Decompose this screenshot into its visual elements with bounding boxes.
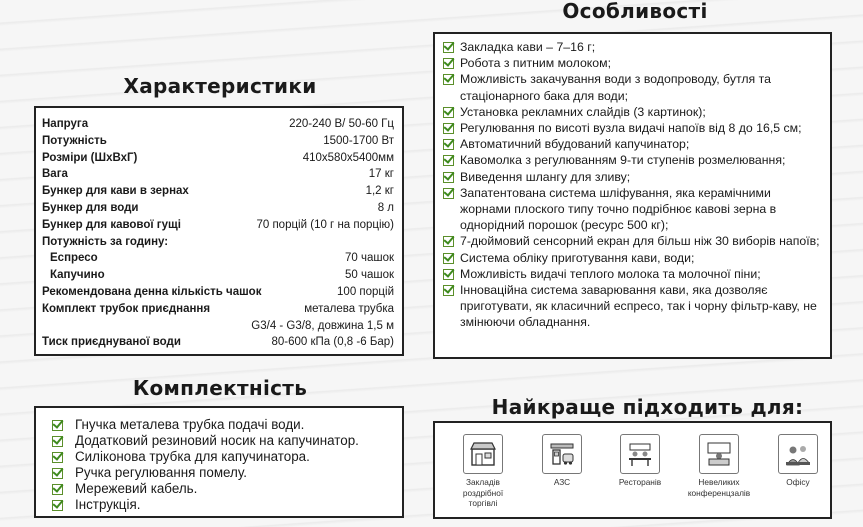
feature-item [443, 152, 824, 168]
spec-row [42, 250, 394, 267]
spec-label: Потужність [42, 134, 107, 147]
checkbox-icon [443, 42, 454, 53]
kit-text: Мережевий кабель. [75, 481, 198, 496]
kit-item [52, 481, 394, 497]
specs-box [34, 106, 404, 356]
spec-value: 8 л [377, 201, 394, 214]
best-for-item [687, 434, 751, 498]
specs-title: Характеристики [123, 74, 317, 98]
spec-label: Бункер для кавової гущі [42, 218, 181, 231]
spec-row [42, 133, 394, 150]
checkbox-icon [52, 500, 63, 511]
spec-value: G3/4 - G3/8, довжина 1,5 м [251, 319, 394, 332]
kit-title: Комплектність [132, 376, 308, 400]
best-for-title: Найкраще підходить для: [491, 395, 804, 419]
checkbox-icon [443, 107, 454, 118]
spec-value: 1,2 кг [365, 185, 394, 198]
spec-label: Еспресо [50, 252, 98, 265]
best-for-label: Невеликих конференцзалів [687, 477, 751, 498]
kit-text: Силіконова трубка для капучинатора. [75, 449, 310, 464]
feature-text: Установка рекламних слайдів (3 картинок); [460, 104, 706, 119]
feature-text: Регулювання по висоті вузла видачі напоїв від 8 до 16,5 см; [460, 121, 802, 136]
spec-label: Розміри (ШхВхГ) [42, 151, 138, 164]
spec-row [42, 116, 394, 133]
spec-row [42, 200, 394, 217]
shop-icon [463, 434, 503, 474]
restaurant-icon [620, 434, 660, 474]
checkbox-icon [443, 139, 454, 150]
spec-row [42, 267, 394, 284]
feature-text: Система обліку приготування кави, води; [460, 250, 695, 265]
spec-label: Вага [42, 168, 68, 181]
checkbox-icon [52, 468, 63, 479]
gas-station-icon [542, 434, 582, 474]
spec-row [42, 334, 394, 351]
spec-label: Напруга [42, 118, 89, 130]
spec-label: Рекомендована денна кількість чашок [42, 285, 262, 298]
feature-item [443, 55, 824, 71]
checkbox-icon [443, 58, 454, 69]
spec-label: Бункер для кави в зернах [42, 185, 189, 198]
feature-item [443, 71, 824, 103]
spec-label: Комплект трубок приєднання [42, 302, 211, 315]
feature-item [443, 169, 824, 185]
feature-item [443, 282, 824, 331]
spec-row [42, 234, 394, 251]
spec-row [42, 183, 394, 200]
best-for-label: Ресторанів [618, 477, 662, 487]
spec-value: 410x580x5400мм [302, 151, 394, 164]
checkbox-icon [52, 452, 63, 463]
kit-item [52, 465, 394, 481]
spec-row [42, 284, 394, 301]
best-for-label: Офісу [786, 477, 810, 487]
spec-label: Потужність за годину: [42, 235, 169, 248]
feature-text: Можливість видачі теплого молока та молочної піни; [460, 266, 761, 281]
checkbox-icon [443, 123, 454, 134]
best-for-item [451, 434, 515, 509]
kit-item [52, 417, 394, 433]
spec-label: Тиск приєднуваної води [42, 336, 181, 349]
spec-label: Капучино [50, 269, 105, 282]
spec-row [42, 301, 394, 318]
checkbox-icon [443, 285, 454, 296]
kit-text: Ручка регулювання помелу. [75, 465, 247, 480]
feature-item [443, 104, 824, 120]
kit-item [52, 433, 394, 449]
features-title: Особливості [562, 0, 708, 23]
kit-item [52, 449, 394, 465]
checkbox-icon [52, 436, 63, 447]
feature-text: Автоматичний вбудований капучинатор; [460, 137, 690, 152]
feature-item [443, 185, 824, 234]
checkbox-icon [443, 155, 454, 166]
spec-value: 50 чашок [344, 269, 394, 282]
spec-row [42, 150, 394, 167]
kit-text: Інструкція. [75, 497, 141, 512]
checkbox-icon [443, 172, 454, 183]
feature-text: 7-дюймовий сенсорний екран для більш ніж 30 виборів напоїв; [460, 234, 820, 249]
feature-text: Кавомолка з регулюванням 9-ти ступенів розмелювання; [460, 153, 786, 168]
feature-item [443, 120, 824, 136]
best-for-item [608, 434, 672, 488]
best-for-item [766, 434, 830, 488]
best-for-label: АЗС [553, 477, 571, 487]
feature-text: Запатентована система шліфування, яка керамічними жорнами плоского типу точно подрібнює кавові зерна в однорідний порошок (ресурс 500 кг); [460, 185, 777, 233]
spec-value: 100 порцій [337, 285, 394, 298]
kit-item [52, 497, 394, 513]
best-for-label: Закладів роздрібної торгівлі [462, 477, 504, 508]
spec-value: металева трубка [304, 302, 394, 315]
checkbox-icon [443, 253, 454, 264]
kit-text: Гнучка металева трубка подачі води. [75, 417, 305, 432]
checkbox-icon [52, 420, 63, 431]
spec-value: 17 кг [368, 168, 394, 181]
feature-text: Можливість закачування води з водопроводу, бутля та стаціонарного бака для води; [460, 72, 771, 103]
spec-label: Бункер для води [42, 201, 139, 214]
kit-text: Додатковий резиновий носик на капучинатор. [75, 433, 359, 448]
spec-value: 80-600 кПа (0,8 -6 Бар) [271, 336, 394, 349]
feature-text: Закладка кави – 7–16 г; [460, 40, 596, 54]
features-box [433, 32, 832, 359]
kit-box [34, 406, 404, 518]
checkbox-icon [443, 269, 454, 280]
checkbox-icon [443, 236, 454, 247]
spec-value: 70 порцій (10 г на порцію) [256, 218, 394, 231]
spec-row [42, 166, 394, 183]
conference-icon [699, 434, 739, 474]
feature-item [443, 39, 824, 55]
checkbox-icon [443, 74, 454, 85]
feature-item [443, 233, 824, 249]
checkbox-icon [443, 188, 454, 199]
feature-item [443, 266, 824, 282]
best-for-box [433, 421, 832, 519]
spec-value: 220-240 В/ 50-60 Гц [289, 118, 394, 130]
spec-value: 1500-1700 Вт [323, 134, 394, 147]
feature-text: Виведення шлангу для зливу; [460, 169, 631, 184]
feature-item [443, 136, 824, 152]
feature-item [443, 250, 824, 266]
best-for-item [530, 434, 594, 488]
checkbox-icon [52, 484, 63, 495]
spec-row [42, 318, 394, 335]
feature-text: Робота з питним молоком; [460, 56, 612, 71]
spec-value: 70 чашок [344, 252, 394, 265]
office-icon [778, 434, 818, 474]
feature-text: Інноваційна система заварювання кави, яка дозволяє приготувати, як класичний еспресо, так і чорну фільтр-каву, не змінюючи обладнання. [460, 283, 817, 330]
spec-row [42, 217, 394, 234]
